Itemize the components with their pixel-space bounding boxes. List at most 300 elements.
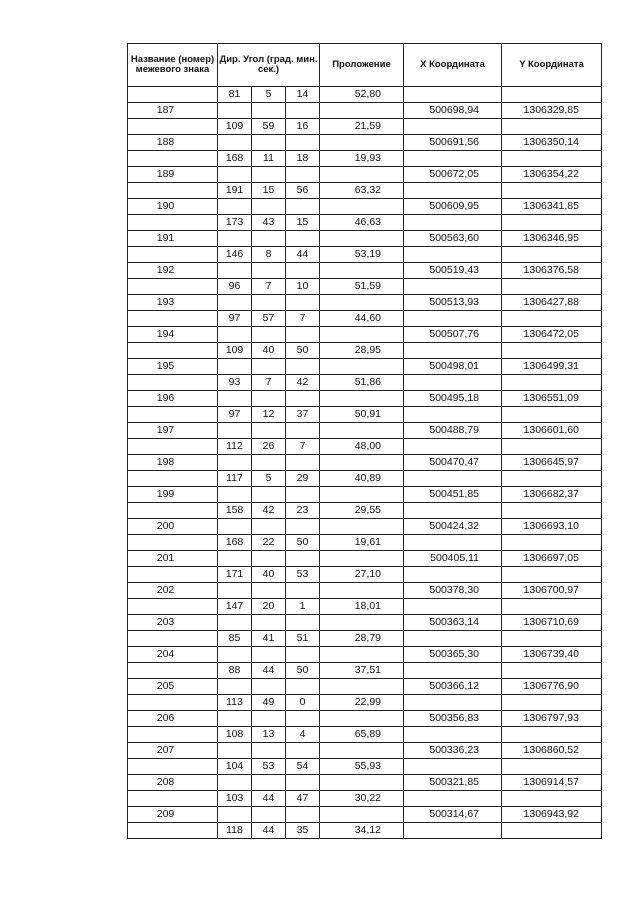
x-coordinate-cell: 500691,56 — [404, 135, 502, 151]
x-cell — [404, 375, 502, 391]
length-cell: 48,00 — [320, 439, 404, 455]
x-coordinate-cell: 500356,83 — [404, 711, 502, 727]
y-cell — [502, 439, 602, 455]
length-cell — [320, 359, 404, 375]
degree-cell: 93 — [218, 375, 252, 391]
degree-cell: 108 — [218, 727, 252, 743]
degree-cell — [218, 455, 252, 471]
point-row — [128, 359, 602, 375]
x-cell — [404, 311, 502, 327]
segment-row — [128, 439, 602, 455]
y-coordinate-cell: 1306914,57 — [502, 775, 602, 791]
point-name-cell: 197 — [128, 423, 218, 439]
minute-cell — [252, 807, 286, 823]
x-cell — [404, 791, 502, 807]
degree-cell: 171 — [218, 567, 252, 583]
point-row — [128, 743, 602, 759]
x-cell — [404, 503, 502, 519]
point-row — [128, 231, 602, 247]
y-coordinate-cell: 1306354,22 — [502, 167, 602, 183]
second-cell: 7 — [286, 311, 320, 327]
second-cell — [286, 167, 320, 183]
point-name-cell: 187 — [128, 103, 218, 119]
length-cell: 50,91 — [320, 407, 404, 423]
second-cell — [286, 583, 320, 599]
minute-cell: 44 — [252, 663, 286, 679]
name-cell — [128, 823, 218, 839]
y-cell — [502, 119, 602, 135]
minute-cell: 59 — [252, 119, 286, 135]
segment-row — [128, 247, 602, 263]
x-coordinate-cell: 500488,79 — [404, 423, 502, 439]
length-cell — [320, 551, 404, 567]
header-row — [128, 44, 602, 87]
header-y: Y Координата — [502, 44, 602, 87]
second-cell — [286, 391, 320, 407]
point-name-cell: 204 — [128, 647, 218, 663]
y-cell — [502, 247, 602, 263]
minute-cell: 5 — [252, 471, 286, 487]
name-cell — [128, 247, 218, 263]
segment-row — [128, 759, 602, 775]
second-cell — [286, 743, 320, 759]
minute-cell — [252, 167, 286, 183]
second-cell: 50 — [286, 343, 320, 359]
x-coordinate-cell: 500495,18 — [404, 391, 502, 407]
degree-cell: 103 — [218, 791, 252, 807]
minute-cell — [252, 775, 286, 791]
second-cell: 7 — [286, 439, 320, 455]
name-cell — [128, 535, 218, 551]
second-cell: 29 — [286, 471, 320, 487]
y-coordinate-cell: 1306601,60 — [502, 423, 602, 439]
minute-cell: 49 — [252, 695, 286, 711]
length-cell — [320, 103, 404, 119]
x-coordinate-cell: 500405,11 — [404, 551, 502, 567]
segment-row — [128, 407, 602, 423]
second-cell: 0 — [286, 695, 320, 711]
second-cell — [286, 647, 320, 663]
length-cell: 18,01 — [320, 599, 404, 615]
point-row — [128, 135, 602, 151]
segment-row — [128, 119, 602, 135]
minute-cell — [252, 359, 286, 375]
second-cell — [286, 263, 320, 279]
name-cell — [128, 663, 218, 679]
degree-cell: 112 — [218, 439, 252, 455]
second-cell — [286, 679, 320, 695]
segment-row — [128, 791, 602, 807]
degree-cell — [218, 807, 252, 823]
length-cell: 55,93 — [320, 759, 404, 775]
second-cell — [286, 327, 320, 343]
y-cell — [502, 343, 602, 359]
second-cell: 42 — [286, 375, 320, 391]
length-cell: 51,86 — [320, 375, 404, 391]
name-cell — [128, 439, 218, 455]
name-cell — [128, 695, 218, 711]
x-cell — [404, 823, 502, 839]
y-coordinate-cell: 1306776,90 — [502, 679, 602, 695]
length-cell: 30,22 — [320, 791, 404, 807]
x-coordinate-cell: 500513,93 — [404, 295, 502, 311]
y-coordinate-cell: 1306860,52 — [502, 743, 602, 759]
point-row — [128, 199, 602, 215]
degree-cell: 191 — [218, 183, 252, 199]
length-cell — [320, 295, 404, 311]
x-cell — [404, 759, 502, 775]
name-cell — [128, 215, 218, 231]
x-coordinate-cell: 500378,30 — [404, 583, 502, 599]
degree-cell — [218, 647, 252, 663]
segment-row — [128, 567, 602, 583]
length-cell: 19,93 — [320, 151, 404, 167]
length-cell: 28,95 — [320, 343, 404, 359]
length-cell: 34,12 — [320, 823, 404, 839]
minute-cell: 53 — [252, 759, 286, 775]
segment-row — [128, 343, 602, 359]
x-coordinate-cell: 500563,60 — [404, 231, 502, 247]
y-cell — [502, 823, 602, 839]
y-coordinate-cell: 1306645,97 — [502, 455, 602, 471]
second-cell: 53 — [286, 567, 320, 583]
length-cell — [320, 711, 404, 727]
second-cell — [286, 615, 320, 631]
length-cell — [320, 615, 404, 631]
length-cell: 53,19 — [320, 247, 404, 263]
point-row — [128, 487, 602, 503]
y-coordinate-cell: 1306376,58 — [502, 263, 602, 279]
degree-cell — [218, 167, 252, 183]
minute-cell: 5 — [252, 87, 286, 103]
y-cell — [502, 695, 602, 711]
y-cell — [502, 215, 602, 231]
second-cell: 47 — [286, 791, 320, 807]
minute-cell: 20 — [252, 599, 286, 615]
second-cell — [286, 807, 320, 823]
degree-cell — [218, 391, 252, 407]
y-cell — [502, 599, 602, 615]
minute-cell: 40 — [252, 567, 286, 583]
degree-cell: 88 — [218, 663, 252, 679]
point-row — [128, 103, 602, 119]
x-cell — [404, 663, 502, 679]
second-cell — [286, 711, 320, 727]
point-row — [128, 263, 602, 279]
degree-cell: 97 — [218, 311, 252, 327]
x-cell — [404, 183, 502, 199]
minute-cell: 42 — [252, 503, 286, 519]
second-cell: 23 — [286, 503, 320, 519]
point-row — [128, 327, 602, 343]
x-coordinate-cell: 500451,85 — [404, 487, 502, 503]
x-coordinate-cell: 500470,47 — [404, 455, 502, 471]
x-cell — [404, 439, 502, 455]
point-row — [128, 423, 602, 439]
name-cell — [128, 183, 218, 199]
x-coordinate-cell: 500321,85 — [404, 775, 502, 791]
degree-cell: 118 — [218, 823, 252, 839]
y-coordinate-cell: 1306329,85 — [502, 103, 602, 119]
length-cell: 22,99 — [320, 695, 404, 711]
length-cell — [320, 487, 404, 503]
degree-cell — [218, 711, 252, 727]
point-row — [128, 711, 602, 727]
point-name-cell: 194 — [128, 327, 218, 343]
second-cell — [286, 295, 320, 311]
second-cell: 50 — [286, 535, 320, 551]
length-cell: 40,89 — [320, 471, 404, 487]
x-cell — [404, 535, 502, 551]
minute-cell: 43 — [252, 215, 286, 231]
segment-row — [128, 183, 602, 199]
second-cell — [286, 231, 320, 247]
y-coordinate-cell: 1306499,31 — [502, 359, 602, 375]
y-coordinate-cell: 1306682,37 — [502, 487, 602, 503]
segment-row — [128, 279, 602, 295]
length-cell — [320, 647, 404, 663]
name-cell — [128, 279, 218, 295]
degree-cell — [218, 103, 252, 119]
minute-cell: 41 — [252, 631, 286, 647]
second-cell: 35 — [286, 823, 320, 839]
point-name-cell: 207 — [128, 743, 218, 759]
segment-row — [128, 471, 602, 487]
degree-cell — [218, 583, 252, 599]
minute-cell: 26 — [252, 439, 286, 455]
y-cell — [502, 631, 602, 647]
length-cell — [320, 167, 404, 183]
second-cell — [286, 775, 320, 791]
length-cell: 65,89 — [320, 727, 404, 743]
degree-cell — [218, 231, 252, 247]
length-cell — [320, 327, 404, 343]
x-cell — [404, 599, 502, 615]
minute-cell: 12 — [252, 407, 286, 423]
minute-cell — [252, 327, 286, 343]
length-cell — [320, 263, 404, 279]
point-row — [128, 519, 602, 535]
x-cell — [404, 567, 502, 583]
y-cell — [502, 311, 602, 327]
degree-cell: 168 — [218, 535, 252, 551]
second-cell — [286, 551, 320, 567]
minute-cell — [252, 231, 286, 247]
segment-row — [128, 503, 602, 519]
minute-cell — [252, 487, 286, 503]
y-coordinate-cell: 1306943,92 — [502, 807, 602, 823]
x-cell — [404, 695, 502, 711]
minute-cell: 15 — [252, 183, 286, 199]
second-cell: 15 — [286, 215, 320, 231]
length-cell — [320, 231, 404, 247]
degree-cell: 81 — [218, 87, 252, 103]
x-coordinate-cell: 500609,95 — [404, 199, 502, 215]
degree-cell: 117 — [218, 471, 252, 487]
second-cell: 16 — [286, 119, 320, 135]
y-cell — [502, 663, 602, 679]
point-name-cell: 200 — [128, 519, 218, 535]
point-row — [128, 615, 602, 631]
length-cell: 29,55 — [320, 503, 404, 519]
degree-cell — [218, 295, 252, 311]
x-cell — [404, 247, 502, 263]
length-cell: 19,61 — [320, 535, 404, 551]
point-row — [128, 391, 602, 407]
y-cell — [502, 759, 602, 775]
point-name-cell: 202 — [128, 583, 218, 599]
second-cell — [286, 487, 320, 503]
y-cell — [502, 407, 602, 423]
point-name-cell: 199 — [128, 487, 218, 503]
x-coordinate-cell: 500519,43 — [404, 263, 502, 279]
minute-cell — [252, 615, 286, 631]
minute-cell: 44 — [252, 791, 286, 807]
degree-cell — [218, 551, 252, 567]
y-coordinate-cell: 1306472,05 — [502, 327, 602, 343]
x-cell — [404, 407, 502, 423]
x-cell — [404, 87, 502, 103]
name-cell — [128, 503, 218, 519]
y-coordinate-cell: 1306341,85 — [502, 199, 602, 215]
minute-cell: 44 — [252, 823, 286, 839]
y-cell — [502, 727, 602, 743]
length-cell — [320, 743, 404, 759]
length-cell: 51,59 — [320, 279, 404, 295]
degree-cell — [218, 199, 252, 215]
segment-row — [128, 631, 602, 647]
x-cell — [404, 279, 502, 295]
header-length: Проложение — [320, 44, 404, 87]
degree-cell — [218, 135, 252, 151]
length-cell — [320, 807, 404, 823]
second-cell: 1 — [286, 599, 320, 615]
degree-cell: 168 — [218, 151, 252, 167]
point-name-cell: 201 — [128, 551, 218, 567]
degree-cell: 158 — [218, 503, 252, 519]
header-name: Название (номер) межевого знака — [128, 44, 218, 87]
length-cell: 46,63 — [320, 215, 404, 231]
name-cell — [128, 471, 218, 487]
second-cell: 50 — [286, 663, 320, 679]
point-name-cell: 209 — [128, 807, 218, 823]
minute-cell — [252, 199, 286, 215]
length-cell — [320, 455, 404, 471]
minute-cell: 11 — [252, 151, 286, 167]
degree-cell: 113 — [218, 695, 252, 711]
point-name-cell: 196 — [128, 391, 218, 407]
length-cell: 28,79 — [320, 631, 404, 647]
degree-cell: 109 — [218, 343, 252, 359]
x-coordinate-cell: 500424,32 — [404, 519, 502, 535]
point-name-cell: 191 — [128, 231, 218, 247]
degree-cell: 146 — [218, 247, 252, 263]
length-cell — [320, 679, 404, 695]
length-cell: 52,80 — [320, 87, 404, 103]
point-name-cell: 203 — [128, 615, 218, 631]
second-cell: 54 — [286, 759, 320, 775]
second-cell: 14 — [286, 87, 320, 103]
degree-cell — [218, 487, 252, 503]
point-row — [128, 167, 602, 183]
minute-cell — [252, 263, 286, 279]
second-cell — [286, 135, 320, 151]
segment-row — [128, 311, 602, 327]
minute-cell — [252, 295, 286, 311]
degree-cell: 96 — [218, 279, 252, 295]
minute-cell — [252, 423, 286, 439]
second-cell: 37 — [286, 407, 320, 423]
minute-cell — [252, 711, 286, 727]
coordinates-table-container — [127, 43, 602, 839]
segment-row — [128, 151, 602, 167]
point-name-cell: 192 — [128, 263, 218, 279]
degree-cell: 173 — [218, 215, 252, 231]
minute-cell — [252, 391, 286, 407]
y-coordinate-cell: 1306693,10 — [502, 519, 602, 535]
x-coordinate-cell: 500314,67 — [404, 807, 502, 823]
point-row — [128, 551, 602, 567]
minute-cell: 22 — [252, 535, 286, 551]
segment-row — [128, 663, 602, 679]
length-cell: 37,51 — [320, 663, 404, 679]
name-cell — [128, 375, 218, 391]
degree-cell: 147 — [218, 599, 252, 615]
y-cell — [502, 151, 602, 167]
minute-cell: 13 — [252, 727, 286, 743]
name-cell — [128, 727, 218, 743]
degree-cell: 97 — [218, 407, 252, 423]
x-cell — [404, 631, 502, 647]
y-coordinate-cell: 1306697,05 — [502, 551, 602, 567]
segment-row — [128, 535, 602, 551]
second-cell: 56 — [286, 183, 320, 199]
y-cell — [502, 279, 602, 295]
length-cell — [320, 199, 404, 215]
minute-cell: 8 — [252, 247, 286, 263]
segment-row — [128, 599, 602, 615]
point-name-cell: 190 — [128, 199, 218, 215]
y-cell — [502, 567, 602, 583]
minute-cell: 7 — [252, 279, 286, 295]
y-coordinate-cell: 1306551,09 — [502, 391, 602, 407]
name-cell — [128, 119, 218, 135]
second-cell — [286, 359, 320, 375]
y-cell — [502, 183, 602, 199]
length-cell — [320, 423, 404, 439]
name-cell — [128, 567, 218, 583]
minute-cell — [252, 103, 286, 119]
second-cell — [286, 519, 320, 535]
name-cell — [128, 599, 218, 615]
x-coordinate-cell: 500698,94 — [404, 103, 502, 119]
coordinates-table — [127, 43, 602, 839]
second-cell: 18 — [286, 151, 320, 167]
name-cell — [128, 407, 218, 423]
minute-cell — [252, 455, 286, 471]
header-angle: Дир. Угол (град. мин. сек.) — [218, 44, 320, 87]
minute-cell — [252, 551, 286, 567]
y-coordinate-cell: 1306797,93 — [502, 711, 602, 727]
length-cell — [320, 391, 404, 407]
degree-cell — [218, 423, 252, 439]
degree-cell — [218, 359, 252, 375]
minute-cell — [252, 519, 286, 535]
degree-cell: 104 — [218, 759, 252, 775]
y-coordinate-cell: 1306739,40 — [502, 647, 602, 663]
minute-cell — [252, 679, 286, 695]
point-name-cell: 189 — [128, 167, 218, 183]
